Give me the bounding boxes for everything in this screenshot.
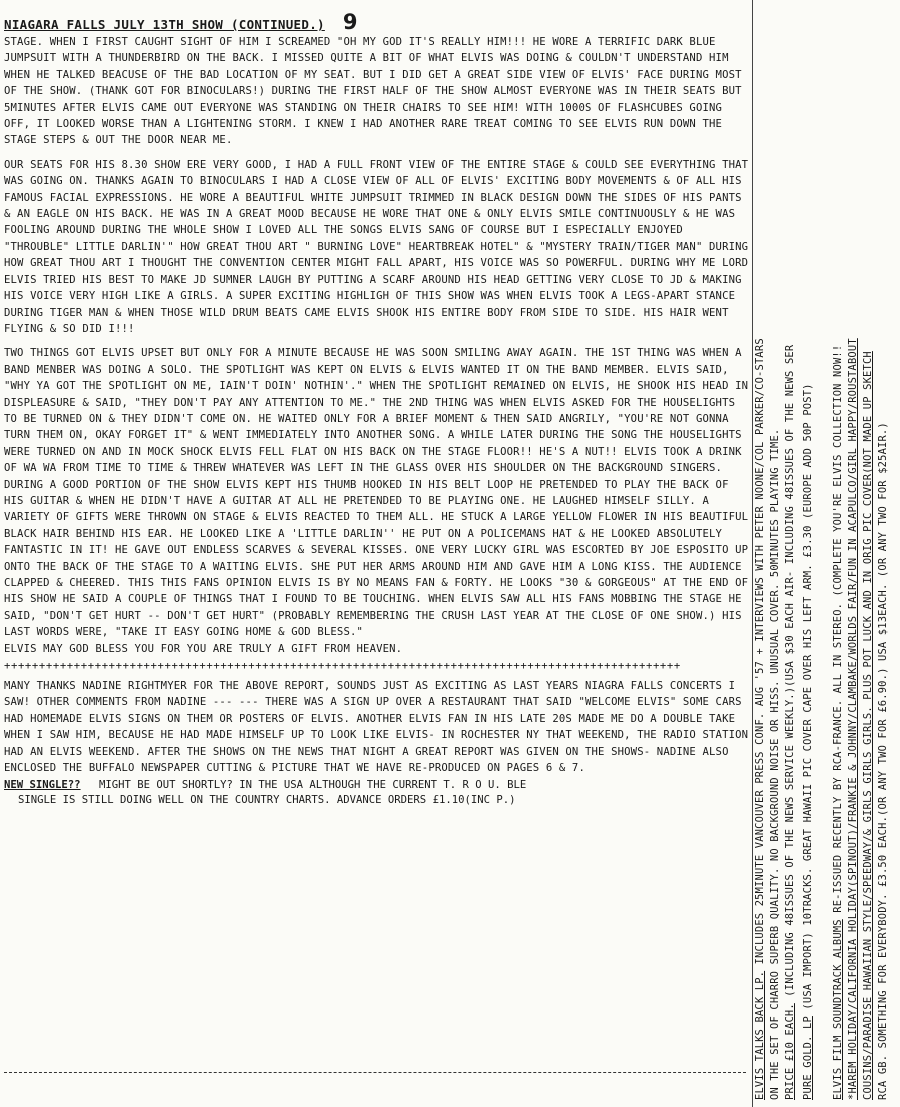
ad1-price: PRICE £10 EACH. <box>784 1003 796 1100</box>
ad2-title: PURE GOLD. LP <box>802 1016 814 1100</box>
ad3-text-3: COUSINS/PARADISE HAWAIIAN STYLE/SPEEDWAY/& GIRLS GIRLS GIRLS. PLUS POT LUCK AND IN ORIG PIC COVER(NOT MADE UP SKETCH <box>862 351 874 1100</box>
ad1-line-3 <box>783 338 798 1100</box>
new-single-label: NEW SINGLE?? <box>4 779 81 792</box>
ad3-text-2: *HAREM HOLIDAY/CALIFORNIA HOLIDAY(SPINOUT)/FRANKIE & JOHNNY/CLAMBAKE/WORLDS FAIR/FUN IN ACAPULCO/GIRL HAPPY/ROUSTABOUT <box>847 338 859 1100</box>
concert-report-paragraph-3: TWO THINGS GOT ELVIS UPSET BUT ONLY FOR A MINUTE BECAUSE HE WAS SOON SMILING AWAY AGAIN. THE 1ST THING WAS WHEN A BAND MENBER WAS DOING A SOLO. THE SPOTLIGHT WAS KEPT ON ELVIS & ELVIS WANTED IT ON THE BAND MEMBER. ELVIS SAID, "WHY YA GOT THE SPOTLIGHT ON ME, IAIN'T DOIN' NOTHIN'." WHEN THE SPOTLIGHT REMAINED ON ELVIS, HE SHOOK HIS HEAD IN DISPLEASURE & SAID, "THEY DON'T PAY ANY ATTENTION TO ME." THE 2ND THING WAS WHEN ELVIS ASKED FOR THE HOUSELIGHTS TO BE TURNED ON & THEY DIDN'T COME ON. HE WAITED ONLY FOR A BRIEF MOMENT & THEN SAID ANGRILY, "YOU'RE NOT GONNA TURN THEM ON, OKAY FORGET IT" & WENT IMMEDIATELY INTO ANOTHER SONG. A WHILE LATER DURING THE SONG THE HOUSELIGHTS WERE TURNED ON AND IN MOCK SHOCK ELVIS FELL FLAT ON HIS BACK ON THE STAGE FLOOR!! HE'S A NUT!! ELVIS TOOK A DRINK OF WA WA FROM TIME TO TIME & THREW WHATEVER WAS LEFT IN THE GLASS OVER HIS SHOULDER ON THE BACKGROUND SINGERS. DURING A GOOD PORTION OF THE SHOW ELVIS KEPT HIS THUMB HOOKED IN HIS BELT LOOP HE PRETENDED TO PLAY THE BACK OF HIS GUITAR & WHEN HE DIDN'T HAVE A GUITAR AT ALL HE PRETENDED TO BE PLAYING ONE. HE LAUGHED HIMSELF SILLY. A VARIETY OF GIFTS WERE THROWN ON STAGE & ELVIS REACTED TO THEM ALL. HE STUCK A LARGE YELLOW FLOWER IN HIS BEAUTIFUL BLACK HAIR BEHIND HIS EAR. HE LOOKED LIKE A 'LITTLE DARLIN'' HE PUT ON A POLICEMANS HAT & HE LOOKED ABSOLUTELY FANTASTIC IN IT! HE GAVE OUT ENDLESS SCARVES & SEVERAL KISSES. ONE VERY LUCKY GIRL WAS ESCORTED BY JOE ESPOSITO UP ONTO THE BACK OF THE STAGE TO A WAITING ELVIS. SHE PUT HER ARMS AROUND HIM AND GAVE HIM A LONG KISS. THE AUDIENCE CLAPPED & CHEERED. THIS THIS FANS OPINION ELVIS IS BY NO MEANS FAN & FORTY. HE LOOKS "30 & GORGEOUS" AT THE END OF HIS SHOW HE SAID A COUPLE OF THINGS THAT I FOUND TO BE TOUCHING. WHEN ELVIS SAW ALL HIS FANS MOBBING THE STAGE HE SAID, "DON'T GET HURT -- DON'T GET HURT" (PROBABLY REMEMBERING THE CRUSH LAST YEAR AT THE CLOSE OF ONE SHOW.) HIS LAST WORDS WERE, "TAKE IT EASY GOING HOME & GOD BLESS." <box>4 347 749 639</box>
ad-elvis-talks-back <box>753 338 798 1100</box>
ad3-line-1 <box>831 338 846 1100</box>
bottom-dashed-rule <box>4 1072 746 1073</box>
ad-pure-gold <box>801 383 816 1100</box>
ad-film-soundtracks <box>831 338 891 1100</box>
new-single-line-1: MIGHT BE OUT SHORTLY? IN THE USA ALTHOUGH THE CURRENT T. R O U. BLE <box>98 779 527 792</box>
main-column <box>4 10 750 808</box>
closing-blessing-line: ELVIS MAY GOD BLESS YOU FOR YOU ARE TRULY A GIFT FROM HEAVEN. <box>4 642 403 655</box>
ad3-title: ELVIS FILM SOUNDTRACK ALBUMS <box>832 919 844 1100</box>
ad1-line-1 <box>753 338 768 1100</box>
page-title: NIAGARA FALLS JULY 13TH SHOW (CONTINUED.) <box>4 17 325 32</box>
ad2-line <box>801 383 816 1100</box>
ad1-text-3: (INCLUDING 48ISSUES OF THE NEWS SERVICE WEEKLY.)(USA $30 EACH AIR- INCLUDING 48ISSUES OF THE NEWS SER <box>784 344 796 997</box>
page-number: 9 <box>342 10 358 34</box>
new-single-line-2: SINGLE IS STILL DOING WELL ON THE COUNTRY CHARTS. ADVANCE ORDERS £1.10(INC P.) <box>18 794 516 807</box>
ad1-title: ELVIS TALKS BACK LP. <box>754 970 766 1100</box>
vertical-ads-sidebar <box>755 0 900 1107</box>
concert-report-paragraph-2: OUR SEATS FOR HIS 8.30 SHOW ERE VERY GOOD, I HAD A FULL FRONT VIEW OF THE ENTIRE STAGE & COULD SEE EVERYTHING THAT WAS GOING ON. THANKS AGAIN TO BINOCULARS I HAD A CLOSE VIEW OF ALL OF ELVIS' EXCITING BODY MOVEMENTS & OF ALL HIS FAMOUS FACIAL EXPRESSIONS. HE WORE A BEAUTIFUL WHITE JUMPSUIT TRIMMED IN BLACK DESIGN DOWN THE SIDES OF HIS PANTS & AN EAGLE ON HIS BACK. HE WAS IN A GREAT MOOD BECAUSE HE WORE THAT ONE & ONLY ELVIS SMILE CONTINUOUSLY & HE WAS FOOLING AROUND DURING THE WHOLE SHOW I LOVED ALL THE SONGS ELVIS SANG OF COURSE BUT I ESPECIALLY ENJOYED "THROUBLE" LITTLE DARLIN'" HOW GREAT THOU ART " BURNING LOVE" HEARTBREAK HOTEL" & "MYSTERY TRAIN/TIGER MAN" DURING HOW GREAT THOU ART I THOUGHT THE CONVENTION CENTER MIGHT FALL APART, HIS VOICE WAS SO POWERFUL. DURING WHY ME LORD ELVIS TRIED HIS BEST TO MAKE JD SUMNER LAUGH BY PUTTING A SCARF AROUND HIS HEAD GETTING VERY CLOSE TO JD & MAKING HIS VOICE VERY HIGH LIKE A GIRLS. A SUPER EXCITING HIGHLIGH OF THIS SHOW WAS WHEN ELVIS TOOK A LEGS-APART STANCE DURING TIGER MAN & WHEN THOSE WILD DRUM BEATS CAME ELVIS SHOOK HIS ENTIRE BODY FROM SIDE TO SIDE. HIS HAIR WENT FLYING & SO DID I!!! <box>4 158 749 335</box>
editor-thanks-paragraph: MANY THANKS NADINE RIGHTMYER FOR THE ABOVE REPORT, SOUNDS JUST AS EXCITING AS LAST YEARS NIAGRA FALLS CONCERTS I SAW! OTHER COMMENTS FROM NADINE --- --- THERE WAS A SIGN UP OVER A RESTAURANT THAT SAID "WELCOME ELVIS" SOME CARS HAD HOMEMADE ELVIS SIGNS ON THEM OR POSTERS OF ELVIS. ANOTHER ELVIS FAN IN HIS LATE 20S MADE ME DO A DOUBLE TAKE WHEN I SAW HIM, BECAUSE HE HAD MADE HIMSELF UP TO LOOK LIKE ELVIS- IN ROCHESTER NY THAT WEEKEND, THE RADIO STATION HAD AN ELVIS WEEKEND. AFTER THE SHOWS ON THE NEWS THAT NIGHT A GREAT REPORT WAS GIVEN ON THE SHOWS- NADINE ALSO ENCLOSED THE BUFFALO NEWSPAPER CUTTING & PICTURE THAT WE HAVE RE-PRODUCED ON PAGES 6 & 7. <box>4 680 749 775</box>
page-header <box>4 10 750 32</box>
ad3-text-1: RE-ISSUED RECENTLY BY RCA-FRANCE. ALL IN STEREO. (COMPLETE YOU'RE ELVIS COLLECTION NOW!! <box>832 344 844 913</box>
ad1-text-2: ON THE SET OF CHARRO SUPERB QUALITY. NO BACKGROUND NOISE OR HISS. UNUSUAL COVER. 50MINUTES PLAYING TIME. <box>769 428 781 1100</box>
concert-report-paragraph-1: STAGE. WHEN I FIRST CAUGHT SIGHT OF HIM I SCREAMED "OH MY GOD IT'S REALLY HIM!!! HE WORE A TERRIFIC DARK BLUE JUMPSUIT WITH A THUNDERBIRD ON THE BACK. I MISSED QUITE A BIT OF WHAT ELVIS WAS DOING & COULDN'T UNDERSTAND HIM WHEN HE TALKED BEACUSE OF THE BAD LOCATION OF MY SEAT. BUT I DID GET A GREAT SIDE VIEW OF ELVIS' FACE DURING MOST OF THE SHOW. (THANK GOT FOR BINOCULARS!) DURING THE FIRST HALF OF THE SHOW ALMOST EVERYONE WAS IN THEIR SEATS BUT 5MINUTES AFTER ELVIS CAME OUT EVERYONE WAS STANDING ON THEIR CHAIRS TO SEE HIM! WITH 1000S OF FLASHCUBES GOING OFF, IT LOOKED WORSE THAN A LIGHTENING STORM. I KNEW I HAD ANOTHER RARE TREAT COMING TO SEE ELVIS RUN DOWN THE STAGE STEPS & OUT THE DOOR NEAR ME. <box>4 36 742 147</box>
ad2-text: (USA IMPORT) 10TRACKS. GREAT HAWAII PIC COVER CAPE OVER HIS LEFT ARM. £3.30 (EUROPE ADD 50P POST) <box>802 383 814 1010</box>
ad3-text-4: RCA GB. SOMETHING FOR EVERYBODY. £3.50 EACH.(OR ANY TWO FOR £6.90.) USA $13EACH. (OR ANY TWO FOR $25AIR.) <box>877 422 889 1100</box>
new-single-notice <box>4 778 750 808</box>
ad1-text-1: INCLUDES 25MINUTE VANCOUVER PRESS CONF. AUG '57 + INTERVIEWS WITH PETER NOONE/COL PARKER/CO-STARS <box>754 338 766 965</box>
plus-separator: +++++++++++++++++++++++++++++++++++++++++++++++++++++++++++++++++++++++++++++++++++++++++++++++++ <box>4 660 681 673</box>
